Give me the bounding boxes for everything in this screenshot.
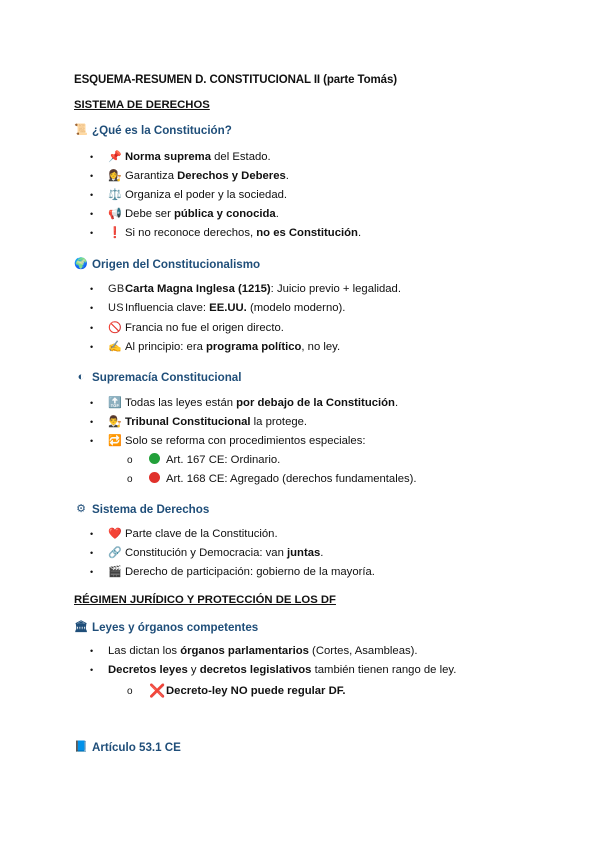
list-item [90, 169, 289, 182]
bullet: • [90, 646, 94, 656]
green-circle-icon [149, 453, 160, 464]
item-text: (modelo moderno). [246, 302, 346, 314]
red-circle-icon [149, 472, 160, 483]
building-icon: 🏛 [74, 621, 88, 633]
list-item [90, 415, 307, 428]
item-bold: Derechos y Deberes [177, 169, 286, 182]
list-item [90, 434, 366, 447]
subheading-label: ¿Qué es la Constitución? [92, 124, 232, 137]
item-text: . [320, 546, 324, 559]
subheading-label: Origen del Constitucionalismo [92, 258, 261, 271]
list-item [90, 226, 361, 239]
bullet: • [90, 416, 94, 427]
item-bold: órganos parlamentarios [180, 645, 309, 657]
subheading-label: Leyes y órganos competentes [92, 621, 259, 634]
prohibited-icon: 🚫 [108, 322, 122, 334]
list-item [90, 396, 398, 409]
list-item [90, 283, 401, 295]
bullet: • [90, 322, 94, 333]
subheading-label: Supremacía Constitucional [92, 371, 242, 384]
list-item [90, 150, 271, 163]
item-text: . [394, 396, 399, 409]
item-text: : Juicio previo + legalidad. [270, 283, 401, 295]
item-bold: no es Constitución [256, 226, 358, 239]
item-text: , no ley. [301, 340, 341, 353]
book-icon: 📘 [74, 741, 88, 753]
bullet: • [90, 341, 94, 352]
item-text: Influencia clave: [125, 302, 210, 314]
megaphone-icon: 📢 [108, 208, 122, 220]
item-text: . [357, 226, 362, 239]
item-text: Las dictan los [108, 645, 181, 657]
bullet: • [90, 227, 94, 238]
item-bold: Tribunal Constitucional [125, 415, 251, 428]
clapperboard-icon: 🎬 [108, 566, 122, 578]
bullet: • [90, 566, 94, 577]
list-subitem [127, 453, 280, 467]
subheading-leyes-organos [74, 621, 258, 634]
item-text: Si no reconoce derechos, [125, 226, 257, 239]
bullet: • [90, 151, 94, 162]
item-bold: Decreto-ley NO puede regular DF. [166, 685, 346, 697]
us-flag-icon: US [108, 302, 124, 314]
list-item [90, 546, 323, 559]
item-text: Art. 167 CE: Ordinario. [166, 454, 281, 466]
subheading-articulo-53 [74, 741, 181, 754]
subheading-origen-constitucionalismo [74, 258, 260, 271]
bullet: • [90, 665, 94, 675]
repeat-icon: 🔁 [108, 435, 122, 447]
item-text: Constitución y Democracia: van [125, 546, 287, 559]
judge-icon: 👨‍⚖️ [108, 416, 122, 428]
item-text: . [285, 169, 289, 182]
item-bold: Norma suprema [125, 150, 212, 163]
top-arrow-icon: 🔝 [108, 397, 122, 409]
item-text: la protege. [250, 415, 308, 428]
list-item [90, 321, 284, 334]
puzzle-icon: ⚙ [76, 503, 86, 515]
list-item [90, 340, 340, 353]
scroll-icon: 📜 [74, 124, 88, 136]
item-text: del Estado. [211, 150, 271, 163]
list-item [90, 527, 278, 540]
item-bold: por debajo de la Constitución [236, 396, 395, 409]
item-text: también tienen rango de ley. [311, 664, 457, 676]
item-text: Todas las leyes están [125, 396, 237, 409]
item-text: Al principio: era [125, 340, 206, 353]
subheading-sistema-derechos [74, 503, 209, 516]
item-text: (Cortes, Asambleas). [308, 645, 418, 657]
subheading-supremacia [74, 371, 241, 384]
list-item [90, 207, 279, 220]
item-text: . [275, 207, 279, 220]
pushpin-icon: 📌 [108, 151, 122, 163]
heart-icon: ❤️ [108, 528, 122, 540]
bullet: • [90, 170, 94, 181]
item-text: Parte clave de la Constitución. [125, 527, 278, 540]
item-text: y [187, 664, 200, 676]
item-text: Organiza el poder y la sociedad. [125, 188, 288, 201]
item-bold: decretos legislativos [199, 664, 312, 676]
subheading-que-es-constitucion [74, 124, 232, 137]
globe-icon: 🌍 [74, 258, 88, 270]
shield-icon: ◐ [77, 371, 85, 383]
item-text: Art. 168 CE: Agregado (derechos fundamentales). [166, 473, 417, 485]
subheading-label: Artículo 53.1 CE [92, 741, 181, 754]
list-item [90, 645, 418, 657]
list-item [90, 565, 375, 578]
gb-flag-icon: GB [108, 283, 125, 295]
judge-icon: 👩‍⚖️ [108, 170, 122, 182]
bullet: • [90, 284, 94, 294]
subbullet: o [127, 473, 133, 485]
item-text: Derecho de participación: gobierno de la mayoría. [125, 565, 375, 578]
section-heading-regimen-juridico: RÉGIMEN JURÍDICO Y PROTECCIÓN DE LOS DF [74, 594, 336, 606]
item-bold: pública y conocida [173, 207, 276, 220]
exclamation-icon: ❗ [108, 227, 122, 239]
bullet: • [90, 397, 94, 408]
item-bold: EE.UU. [209, 302, 247, 314]
bullet: • [90, 208, 94, 219]
item-text: Solo se reforma con procedimientos especiales: [125, 434, 366, 447]
bullet: • [90, 189, 94, 200]
item-bold: Carta Magna Inglesa (1215) [125, 283, 271, 295]
subheading-label: Sistema de Derechos [92, 503, 210, 516]
item-text: Francia no fue el origen directo. [125, 321, 284, 334]
list-item [90, 188, 287, 201]
item-bold: juntas [287, 546, 321, 559]
bullet: • [90, 528, 94, 539]
list-subitem [127, 683, 346, 699]
document-title: ESQUEMA-RESUMEN D. CONSTITUCIONAL II (parte Tomás) [74, 74, 397, 86]
list-subitem [127, 472, 417, 486]
item-bold: Decretos leyes [108, 664, 188, 676]
list-item [90, 664, 456, 676]
section-heading-sistema-derechos: SISTEMA DE DERECHOS [74, 99, 210, 111]
cross-mark-icon: ❌ [149, 683, 166, 698]
bullet: • [90, 435, 94, 446]
link-icon: 🔗 [108, 547, 122, 559]
bullet: • [90, 547, 94, 558]
item-text: Debe ser [125, 207, 174, 220]
item-bold: programa político [206, 340, 302, 353]
item-text: Garantiza [125, 169, 178, 182]
subbullet: o [127, 685, 133, 697]
balance-scale-icon: ⚖️ [108, 189, 122, 201]
bullet: • [90, 303, 94, 313]
list-item [90, 302, 345, 314]
writing-hand-icon: ✍️ [108, 341, 122, 353]
subbullet: o [127, 454, 133, 466]
